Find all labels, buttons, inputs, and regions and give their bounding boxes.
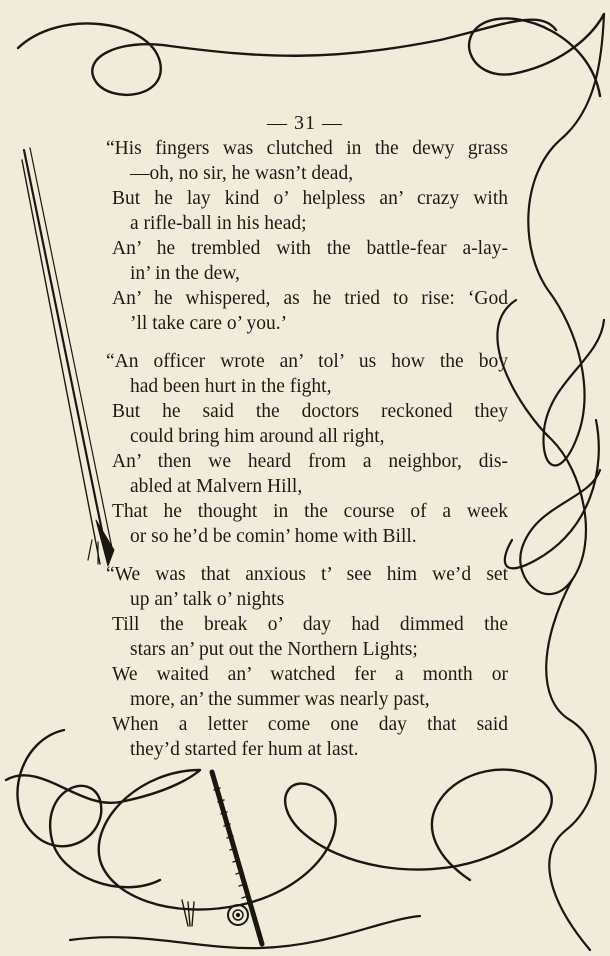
verse-line: We waited an’ watched fer a month or more, an’ the summer was nearly past, <box>112 664 508 710</box>
verse-line: That he thought in the course of a week or so he’d be comin’ home with Bill. <box>112 501 508 547</box>
verse-line: When a letter come one day that said they’d started fer hum at last. <box>112 714 508 760</box>
verse-line: An’ then we heard from a neighbor, dis- abled at Malvern Hill, <box>112 451 508 497</box>
verse-line: Till the break o’ day had dimmed the stars an’ put out the Northern Lights; <box>112 614 508 660</box>
verse-line: An’ he trembled with the battle-fear a-lay- in’ in the dew, <box>112 238 508 284</box>
line-right-lower <box>546 580 596 950</box>
line-right-side <box>528 14 604 465</box>
stanza-2 <box>106 349 508 549</box>
poem-text <box>106 136 508 775</box>
verse-line: “His fingers was clutched in the dewy grass —oh, no sir, he wasn’t dead, <box>106 138 508 184</box>
page-number: — 31 — <box>267 112 343 134</box>
stanza-1 <box>106 136 508 336</box>
verse-line: But he lay kind o’ helpless an’ crazy with a rifle-ball in his head; <box>112 188 508 234</box>
line-bottom-swoop <box>6 770 552 910</box>
fishing-rod-bottom <box>182 772 262 944</box>
verse-line: “We was that anxious t’ see him we’d set up an’ talk o’ nights <box>106 564 508 610</box>
verse-line: But he said the doctors reckoned they could bring him around all right, <box>112 401 508 447</box>
verse-line: An’ he whispered, as he tried to rise: ‘God ’ll take care o’ you.’ <box>112 288 508 334</box>
verse-line: “An officer wrote an’ tol’ us how the boy had been hurt in the fight, <box>106 351 508 397</box>
fishing-rod-left <box>22 148 114 566</box>
line-loop-right-mid <box>497 300 600 594</box>
stanza-3 <box>106 562 508 762</box>
